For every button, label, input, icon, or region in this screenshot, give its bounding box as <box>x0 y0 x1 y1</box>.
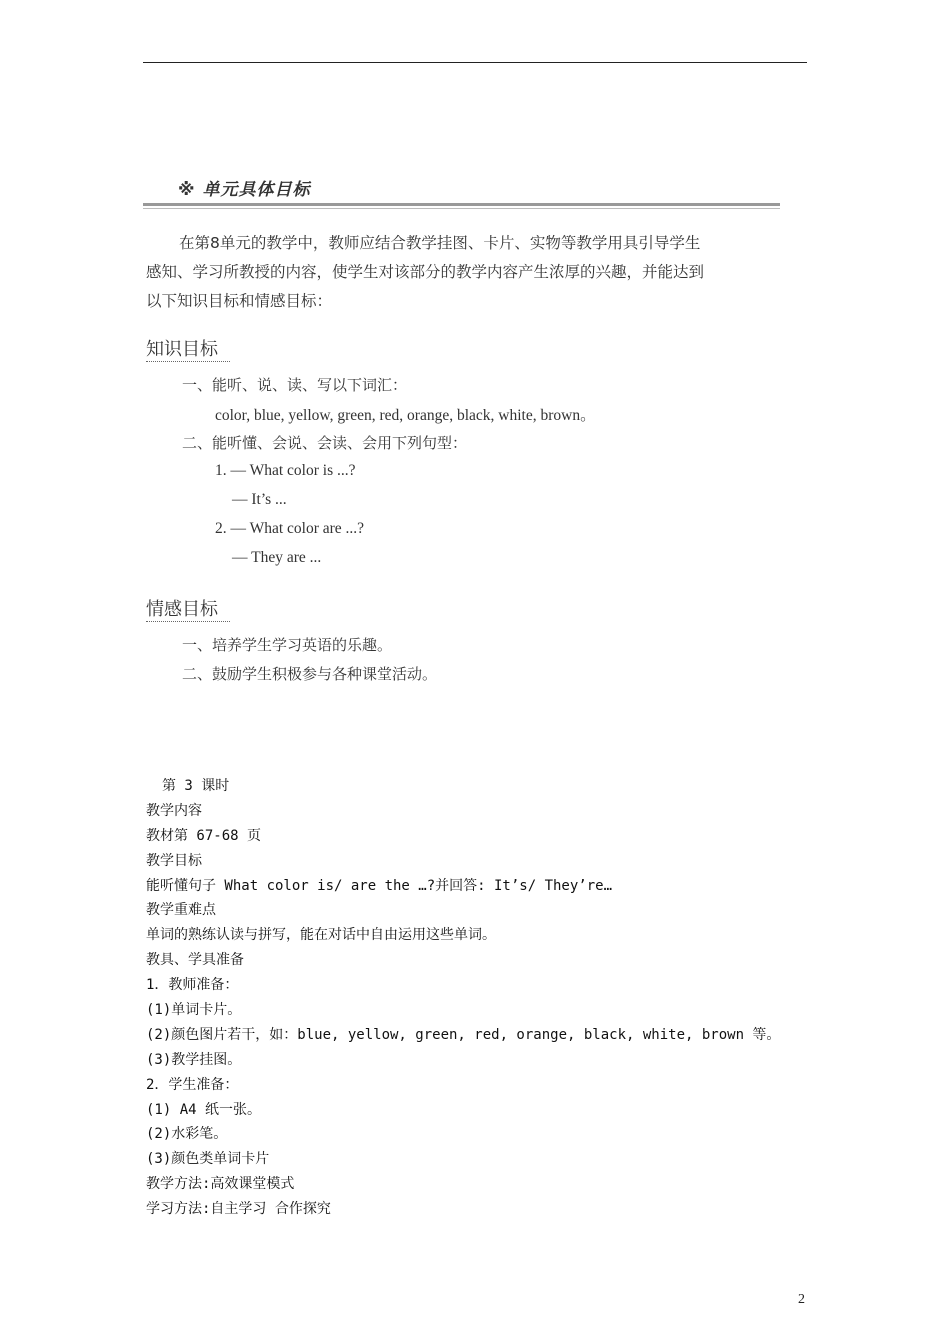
key-value: 单词的熟练认读与拼写，能在对话中自由运用这些单词。 <box>146 927 496 944</box>
intro-paragraph <box>146 229 786 316</box>
header-rule <box>143 62 807 63</box>
teacher-prep-item: (1)单词卡片。 <box>146 1002 242 1019</box>
section-heading: ※ 单元具体目标 <box>178 180 311 200</box>
knowledge-item: 一、能听、说、读、写以下词汇： <box>182 376 408 394</box>
sentence-pattern: 2. — What color are ...? <box>215 520 365 537</box>
teaching-method: 教学方法:高效课堂模式 <box>146 1176 295 1193</box>
emotion-item: 一、培养学生学习英语的乐趣。 <box>182 636 393 654</box>
content-label: 教学内容 <box>146 802 202 819</box>
heading-underline <box>146 617 230 622</box>
emotion-heading: 情感目标 <box>146 599 218 620</box>
vocabulary-list: color, blue, yellow, green, red, orange, black, white, brown。 <box>215 407 596 424</box>
intro-line: 在第8单元的教学中，教师应结合教学挂图、卡片、实物等教学用具引导学生 <box>179 234 701 252</box>
heading-rule <box>143 203 780 206</box>
teacher-prep: 1．教师准备： <box>146 977 239 994</box>
student-prep-item: (2)水彩笔。 <box>146 1126 228 1143</box>
intro-line: 感知、学习所教授的内容，使学生对该部分的教学内容产生浓厚的兴趣，并能达到 <box>146 263 705 281</box>
learning-method: 学习方法:自主学习 合作探究 <box>146 1201 331 1218</box>
page-number: 2 <box>798 1292 805 1307</box>
student-prep-item: (3)颜色类单词卡片 <box>146 1151 270 1168</box>
emotion-item: 二、鼓励学生积极参与各种课堂活动。 <box>182 665 438 683</box>
teacher-prep-item: (2)颜色图片若干，如：blue, yellow, green, red, orange, black, white, brown 等。 <box>146 1026 781 1043</box>
intro-line: 以下知识目标和情感目标： <box>146 292 333 310</box>
heading-underline <box>146 357 230 362</box>
knowledge-heading: 知识目标 <box>146 339 218 360</box>
goal-value: 能听懂句子 What color is/ are the …?并回答: It’s/ They’re… <box>146 877 613 894</box>
content-value: 教材第 67-68 页 <box>146 827 262 844</box>
sentence-pattern: — They are ... <box>232 549 322 566</box>
prep-label: 教具、学具准备 <box>146 952 244 969</box>
key-label: 教学重难点 <box>146 902 216 919</box>
goal-label: 教学目标 <box>146 852 202 869</box>
teacher-prep-item: (3)教学挂图。 <box>146 1051 242 1068</box>
heading-rule-thin <box>143 208 780 209</box>
lesson-plan <box>146 774 780 1222</box>
student-prep-item: (1) A4 纸一张。 <box>146 1101 262 1118</box>
lesson-period: 第 3 课时 <box>162 778 230 794</box>
sentence-pattern: 1. — What color is ...? <box>215 462 356 479</box>
sentence-pattern: — It’s ... <box>232 491 287 508</box>
knowledge-item: 二、能听懂、会说、会读、会用下列句型： <box>182 434 468 452</box>
student-prep: 2．学生准备： <box>146 1076 239 1093</box>
